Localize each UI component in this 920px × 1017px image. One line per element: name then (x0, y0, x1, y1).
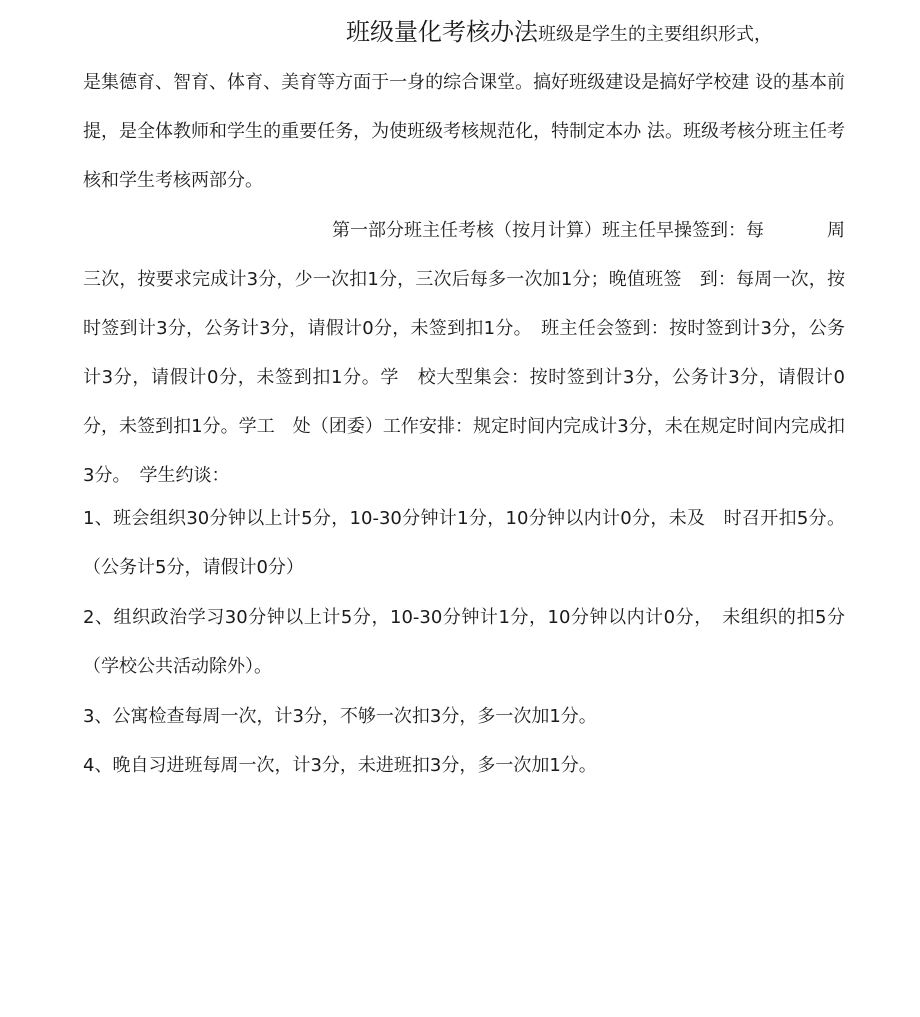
intro-first-line: 班级是学生的主要组织形式， (538, 24, 772, 45)
document-title: 班级量化考核办法 (346, 18, 538, 46)
title-line (346, 10, 846, 57)
list-item-2: 2、组织政治学习30分钟以上计5分，10-30分钟计1分，10分钟以内计0分， 未组织的扣5分（学校公共活动除外）。 (83, 607, 845, 677)
part-one-heading-line (332, 206, 845, 255)
part-one-heading: 第一部分班主任考核（按月计算）班主任早操签到：每 (332, 220, 764, 241)
list-item-1: 1、班会组织30分钟以上计5分，10-30分钟计1分，10分钟以内计0分，未及 时召开扣5分。（公务计5分，请假计0分） (83, 508, 845, 578)
intro-paragraph: 是集德育、智育、体育、美育等方面于一身的综合课堂。搞好班级建设是搞好学校建 设的基本前提，是全体教师和学生的重要任务，为使班级考核规范化，特制定本办 法。班级考核分班主任考核和学生考核两部分。 (83, 72, 845, 191)
list-item-3: 3、公寓检查每周一次，计3分，不够一次扣3分，多一次加1分。 (83, 706, 597, 727)
part-one-heading-tail: 周 (827, 220, 845, 241)
list-item-4: 4、晚自习进班每周一次，计3分，未进班扣3分，多一次加1分。 (83, 755, 597, 776)
part-one-paragraph: 三次，按要求完成计3分，少一次扣1分，三次后每多一次加1分；晚值班签 到：每周一次，按时签到计3分，公务计3分，请假计0分，未签到扣1分。 班主任会签到：按时签到计3分，公务计3分，请假计0分，未签到扣1分。学 校大型集会：按时签到计3分，公务计3分，请假计0分，未签到扣1分。学工 处（团委）工作安排：规定时间内完成计3分，未在规定时间内完成扣3分。 学生约谈： (83, 269, 845, 486)
